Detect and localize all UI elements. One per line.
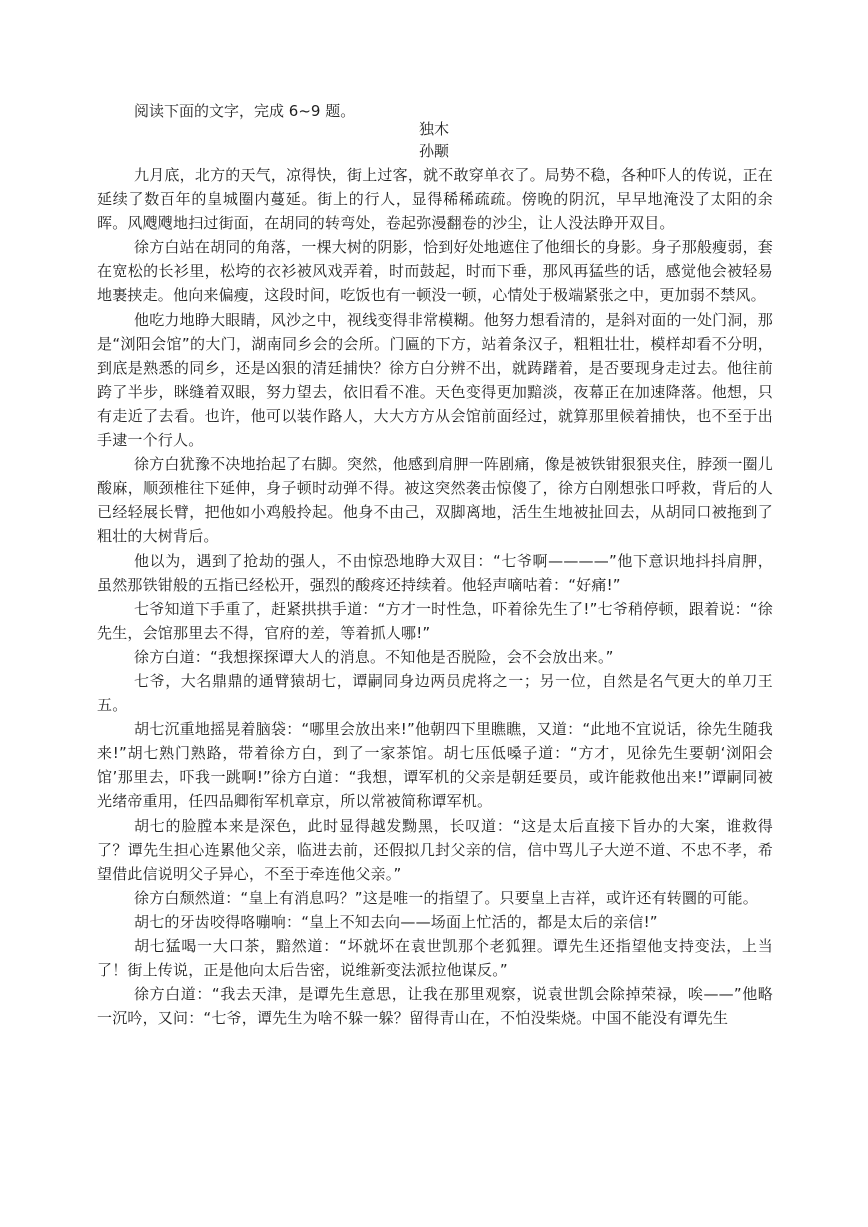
reading-instruction: 阅读下面的文字，完成 6~9 题。 <box>134 102 356 120</box>
paragraph: 胡七的牙齿咬得咯嘣响：“皇上不知去向——场面上忙活的，都是太后的亲信!” <box>134 912 658 931</box>
article-author: 孙颙 <box>418 142 449 160</box>
paragraph: 七爷，大名鼎鼎的通臂猿胡七，谭嗣同身边两员虎将之一；另一位，自然是名气更大的单刀王五。 <box>97 671 773 715</box>
paragraph: 他吃力地睁大眼睛，风沙之中，视线变得非常模糊。他努力想看清的，是斜对面的一处门洞，那是“浏阳会馆”的大门，湖南同乡会的会所。门匾的下方，站着条汉子，粗粗壮壮，模样却看不分明，到底是熟悉的同乡，还是凶狠的清廷捕快？徐方白分辨不出，就踌躇着，是否要现身走过去。他往前跨了半步，眯缝着双眼，努力望去，依旧看不准。天色变得更加黯淡，夜幕正在加速降落。他想，只有走近了去看。也许，他可以装作路人，大大方方从会馆前面经过，就算那里候着捕快，也不至于出手逮一个行人。 <box>97 310 773 450</box>
article-title: 独木 <box>418 120 449 138</box>
paragraph: 七爷知道下手重了，赶紧拱拱手道：“方才一时性急，吓着徐先生了!”七爷稍停顿，跟着说：“徐先生，会馆那里去不得，官府的差，等着抓人哪!” <box>97 599 773 642</box>
paragraph: 胡七猛喝一大口茶，黯然道：“坏就坏在袁世凯那个老狐狸。谭先生还指望他支持变法，上当了！街上传说，正是他向太后告密，说维新变法派拉他谋反。” <box>97 937 773 980</box>
paragraph: 徐方白犹豫不决地抬起了右脚。突然，他感到肩胛一阵剧痛，像是被铁钳狠狠夹住，脖颈一圈儿酸麻，顺颈椎往下延伸，身子顿时动弹不得。被这突然袭击惊傻了，徐方白刚想张口呼救，背后的人已经轻展长臂，把他如小鸡般拎起。他身不由己，双脚离地，活生生地被扯回去，从胡同口被拖到了粗壮的大树背后。 <box>97 455 773 546</box>
paragraph: 他以为，遇到了抢劫的强人，不由惊恐地睁大双目：“七爷啊————”他下意识地抖抖肩胛，虽然那铁钳般的五指已经松开，强烈的酸疼还持续着。他轻声嘀咕着：“好痛!” <box>97 551 773 594</box>
paragraph: 徐方白站在胡同的角落，一棵大树的阴影，恰到好处地遮住了他细长的身影。身子那般瘦弱，套在宽松的长衫里，松垮的衣衫被风戏弄着，时而鼓起，时而下垂，那风再猛些的话，感觉他会被轻易地裹挟走。他向来偏瘦，这段时间，吃饭也有一顿没一顿，心情处于极端紧张之中，更加弱不禁风。 <box>97 238 773 305</box>
article-body <box>97 163 773 1030</box>
paragraph: 徐方白道：“我想探探谭大人的消息。不知他是否脱险，会不会放出来。” <box>134 647 614 666</box>
paragraph: 徐方白道：“我去天津，是谭先生意思，让我在那里观察，说袁世凯会除掉荣禄，唉——”他略一沉吟，又问：“七爷，谭先生为啥不躲一躲？留得青山在，不怕没柴烧。中国不能没有谭先生 <box>97 985 773 1028</box>
paragraph: 九月底，北方的天气，凉得快，街上过客，就不敢穿单衣了。局势不稳，各种吓人的传说，正在延续了数百年的皇城圈内蔓延。街上的行人，显得稀稀疏疏。傍晚的阴沉，早早地淹没了太阳的余晖。风飕飕地扫过街面，在胡同的转弯处，卷起弥漫翻卷的沙尘，让人没法睁开双目。 <box>97 166 773 233</box>
paragraph: 胡七的脸膛本来是深色，此时显得越发黝黑，长叹道：“这是太后直接下旨办的大案，谁救得了？谭先生担心连累他父亲，临进去前，还假拟几封父亲的信，信中骂儿子大逆不道、不忠不孝，希望借此信说明父子异心，不至于牵连他父亲。” <box>97 816 773 883</box>
paragraph: 胡七沉重地摇晃着脑袋：“哪里会放出来!”他朝四下里瞧瞧，又道：“此地不宜说话，徐先生随我来!”胡七熟门熟路，带着徐方白，到了一家茶馆。胡七压低嗓子道：“方才，见徐先生要朝‘浏阳会馆’那里去，吓我一跳啊!”徐方白道：“我想，谭军机的父亲是朝廷要员，或许能救他出来!”谭嗣同被光绪帝重用，任四品卿衔军机章京，所以常被简称谭军机。 <box>97 720 773 811</box>
paragraph: 徐方白颓然道：“皇上有消息吗？”这是唯一的指望了。只要皇上吉祥，或许还有转圜的可能。 <box>134 888 758 907</box>
